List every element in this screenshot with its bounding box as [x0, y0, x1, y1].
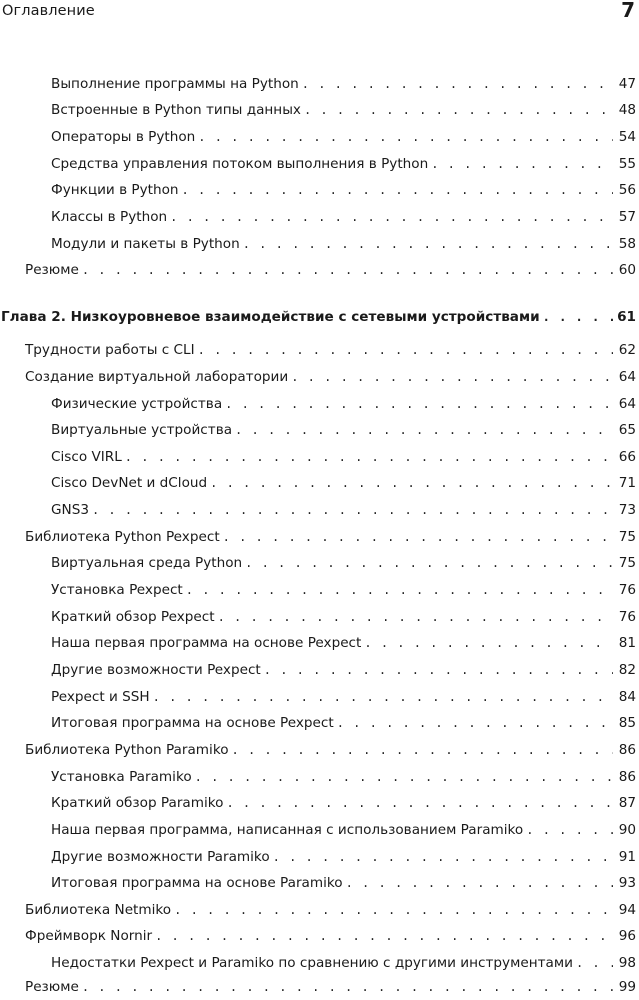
toc-entry[interactable] [51, 552, 636, 574]
dot-leader [210, 472, 613, 494]
toc-entry[interactable] [25, 259, 636, 281]
toc-entry-page: 76 [618, 609, 636, 625]
toc-entry-title: Трудности работы с CLI [25, 342, 195, 358]
toc-entry[interactable] [51, 206, 636, 228]
toc-entry-page: 55 [618, 156, 636, 172]
toc-entry-title: Библиотека Python Paramiko [25, 742, 229, 758]
toc-entry-title: Глава 2. Низкоуровневое взаимодействие с сетевыми устройствами [1, 309, 540, 325]
dot-leader [155, 925, 613, 947]
toc-entry-page: 75 [618, 555, 636, 571]
toc-entry-page: 81 [618, 635, 636, 651]
dot-leader [82, 976, 613, 998]
toc-entry[interactable] [51, 872, 636, 894]
toc-entry-title: Резюме [25, 979, 79, 995]
toc-entry[interactable] [51, 766, 636, 788]
toc-entry-title: Cisco VIRL [51, 449, 122, 465]
toc-entry-page: 82 [618, 662, 636, 678]
toc-entry[interactable] [51, 792, 636, 814]
toc-entry-title: Встроенные в Python типы данных [51, 102, 301, 118]
toc-entry-page: 71 [618, 475, 636, 491]
toc-entry-title: Средства управления потоком выполнения в Python [51, 156, 429, 172]
toc-entry[interactable] [51, 606, 636, 628]
dot-leader [232, 739, 613, 761]
toc-entry-page: 66 [618, 449, 636, 465]
toc-entry-page: 76 [618, 582, 636, 598]
toc-entry-title: Наша первая программа на основе Pexpect [51, 635, 362, 651]
toc-entry-page: 58 [618, 236, 636, 252]
toc-entry-page: 64 [618, 396, 636, 412]
dot-leader [431, 153, 613, 175]
toc-entry-title: Виртуальная среда Python [51, 555, 243, 571]
toc-entry-page: 54 [618, 129, 636, 145]
toc-entry-title: Установка Paramiko [51, 769, 192, 785]
toc-entry-page: 99 [618, 979, 636, 995]
toc-entry[interactable] [51, 659, 636, 681]
toc-entry[interactable] [51, 579, 636, 601]
toc-entry[interactable] [25, 899, 636, 921]
toc-entry-page: 86 [618, 742, 636, 758]
dot-leader [182, 179, 613, 201]
toc-entry-page: 86 [618, 769, 636, 785]
toc-entry-page: 90 [618, 822, 636, 838]
dot-leader [195, 766, 613, 788]
dot-leader [543, 306, 613, 328]
toc-entry-title: Резюме [25, 262, 79, 278]
toc-entry-title: Другие возможности Paramiko [51, 849, 270, 865]
dot-leader [226, 792, 613, 814]
toc-entry[interactable] [51, 393, 636, 415]
toc-entry[interactable] [51, 153, 636, 175]
toc-entry[interactable] [51, 472, 636, 494]
toc-entry-title: Выполнение программы на Python [51, 76, 299, 92]
dot-leader [364, 632, 613, 654]
running-header-title: Оглавление [2, 3, 95, 19]
dot-leader [125, 446, 613, 468]
toc-entry-title: Другие возможности Pexpect [51, 662, 261, 678]
toc-entry-page: 94 [618, 902, 636, 918]
dot-leader [225, 393, 613, 415]
dot-leader [186, 579, 613, 601]
dot-leader [302, 73, 613, 95]
toc-entry-page: 93 [618, 875, 636, 891]
toc-entry[interactable] [25, 976, 636, 998]
toc-entry-title: Физические устройства [51, 396, 223, 412]
toc-entry-title: Функции в Python [51, 182, 179, 198]
toc-entry-page: 62 [618, 342, 636, 358]
dot-leader [576, 952, 613, 974]
dot-leader [235, 419, 613, 441]
toc-entry-page: 84 [618, 689, 636, 705]
toc-entry-page: 85 [618, 715, 636, 731]
dot-leader [174, 899, 613, 921]
toc-entry-title: Операторы в Python [51, 129, 196, 145]
toc-entry-page: 64 [618, 369, 636, 385]
toc-entry[interactable] [51, 819, 636, 841]
dot-leader [218, 606, 613, 628]
dot-leader [198, 339, 613, 361]
dot-leader [82, 259, 613, 281]
toc-entry-title: Библиотека Netmiko [25, 902, 172, 918]
toc-entry-title: Краткий обзор Paramiko [51, 795, 224, 811]
dot-leader [273, 846, 613, 868]
toc-entry-title: Наша первая программа, написанная с использованием Paramiko [51, 822, 524, 838]
toc-entry[interactable] [51, 419, 636, 441]
toc-entry-page: 47 [618, 76, 636, 92]
toc-entry-title: Библиотека Python Pexpect [25, 529, 220, 545]
toc-entry[interactable] [51, 846, 636, 868]
toc-entry-page: 73 [618, 502, 636, 518]
toc-entry-title: Cisco DevNet и dCloud [51, 475, 208, 491]
toc-entry-page: 60 [618, 262, 636, 278]
toc-entry[interactable] [51, 233, 636, 255]
dot-leader [264, 659, 613, 681]
toc-entry-page: 75 [618, 529, 636, 545]
dot-leader [245, 552, 613, 574]
toc-entry-title: Фреймворк Nornir [25, 928, 153, 944]
page-number: 7 [621, 0, 635, 22]
toc-entry[interactable] [25, 366, 636, 388]
toc-entry-title: Модули и пакеты в Python [51, 236, 240, 252]
toc-entry-page: 98 [618, 955, 636, 971]
dot-leader [92, 499, 613, 521]
toc-entry-page: 87 [618, 795, 636, 811]
dot-leader [243, 233, 613, 255]
toc-entry[interactable] [25, 526, 636, 548]
toc-entry-title: Недостатки Pexpect и Paramiko по сравнению с другими инструментами [51, 955, 573, 971]
dot-leader [170, 206, 613, 228]
toc-entry-title: GNS3 [51, 502, 89, 518]
dot-leader [346, 872, 613, 894]
toc-entry-title: Краткий обзор Pexpect [51, 609, 215, 625]
toc-entry[interactable] [51, 712, 636, 734]
dot-leader [304, 99, 613, 121]
toc-entry[interactable] [51, 686, 636, 708]
toc-entry[interactable] [51, 446, 636, 468]
toc-entry-page: 56 [618, 182, 636, 198]
toc-entry-page: 65 [618, 422, 636, 438]
dot-leader [223, 526, 613, 548]
toc-entry-title: Pexpect и SSH [51, 689, 150, 705]
toc-entry[interactable] [25, 925, 636, 947]
toc-entry-title: Итоговая программа на основе Paramiko [51, 875, 343, 891]
toc-chapter-entry[interactable] [1, 306, 636, 328]
toc-entry[interactable] [51, 126, 636, 148]
toc-entry-title: Создание виртуальной лаборатории [25, 369, 289, 385]
dot-leader [337, 712, 613, 734]
dot-leader [526, 819, 613, 841]
toc-entry-title: Виртуальные устройства [51, 422, 233, 438]
toc-entry-title: Установка Pexpect [51, 582, 183, 598]
dot-leader [198, 126, 613, 148]
toc-entry[interactable] [25, 339, 636, 361]
toc-entry-page: 61 [617, 309, 636, 325]
toc-entry-title: Классы в Python [51, 209, 168, 225]
toc-entry[interactable] [51, 632, 636, 654]
toc-entry-title: Итоговая программа на основе Pexpect [51, 715, 334, 731]
dot-leader [291, 366, 613, 388]
toc-entry[interactable] [25, 739, 636, 761]
toc-entry-page: 48 [618, 102, 636, 118]
toc-entry[interactable] [51, 952, 636, 974]
toc-entry[interactable] [51, 99, 636, 121]
toc-entry[interactable] [51, 73, 636, 95]
toc-entry-page: 91 [618, 849, 636, 865]
dot-leader [153, 686, 613, 708]
toc-entry[interactable] [51, 179, 636, 201]
toc-entry-page: 96 [618, 928, 636, 944]
toc-entry[interactable] [51, 499, 636, 521]
toc-entry-page: 57 [618, 209, 636, 225]
